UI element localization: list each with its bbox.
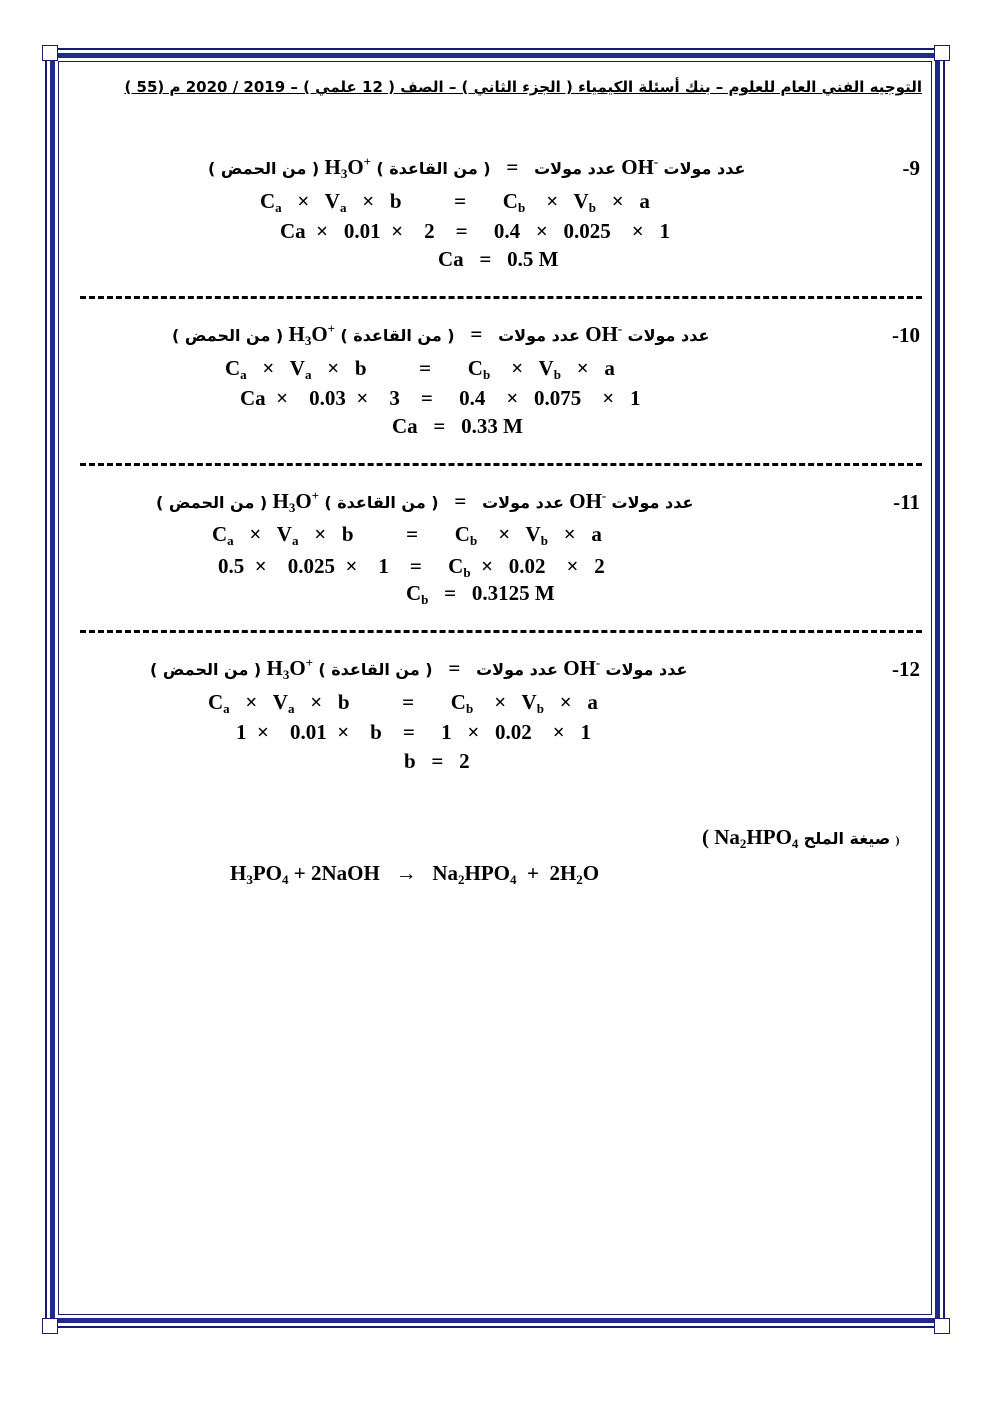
base-label: ( من القاعدة ) (340, 326, 455, 345)
mole-equality-line: ( من الحمض ) $H_3O^+$ عدد مولات = ( من القاعدة ) OH- عدد مولات (208, 154, 746, 181)
result-value: = 0.3125 M (428, 581, 555, 605)
problem-number: -9 (902, 156, 920, 180)
substitution-left: 0.5 × 0.025 × 1 = C (218, 554, 464, 578)
substitution-line: Ca × 0.03 × 3 = 0.4 × 0.075 × 1 (240, 386, 641, 410)
acid-label: ( من الحمض ) (156, 493, 268, 512)
result-symbol: C (406, 581, 422, 605)
general-formula-line: $C_a \times V_a \times b$ = $C_b$ × $V_b \times a$ (212, 522, 602, 548)
substitution-line: 1 × 0.01 × b = 1 × 0.02 × 1 (236, 720, 592, 744)
result-line: b = 2 (404, 749, 470, 773)
result-line: Ca = 0.33 M (392, 414, 523, 438)
moles-label: عدد مولات (611, 493, 694, 512)
open-paren: ( (702, 825, 709, 849)
border-corner (42, 45, 58, 61)
problem-number: -10 (892, 323, 920, 347)
equals-sign: = (454, 489, 467, 513)
mole-equality-line: ( من الحمض ) $H_3O^+$ عدد مولات = ( من القاعدة ) OH- عدد مولات (172, 321, 710, 348)
general-formula-line: $C_a \times V_a \times b$ = $C_b$ × $V_b \times a$ (260, 189, 650, 215)
section-divider (80, 463, 922, 466)
mole-equality-line: ( من الحمض ) $H_3O^+$ عدد مولات = ( من القاعدة ) OH- عدد مولات (156, 488, 694, 515)
acid-label: ( من الحمض ) (208, 159, 320, 178)
equals-sign: = (506, 155, 519, 179)
acid-label: ( من الحمض ) (150, 660, 262, 679)
substitution-right: × 0.02 × 2 (470, 554, 605, 578)
general-formula-line: $C_a \times V_a \times b$ = $C_b$ × $V_b \times a$ (225, 356, 615, 382)
salt-label: صيغة الملح (803, 829, 891, 848)
substitution-line: Ca × 0.01 × 2 = 0.4 × 0.025 × 1 (280, 219, 670, 243)
close-paren: ) (895, 833, 900, 847)
salt-formula-line: ( $Na_2HPO_4$ صيغة الملح ) (702, 825, 900, 851)
acid-label: ( من الحمض ) (172, 326, 284, 345)
section-divider (80, 296, 922, 299)
moles-label: عدد مولات (482, 493, 564, 512)
result-line: $C_b = 0.3125$ M (406, 581, 555, 607)
base-label: ( من القاعدة ) (318, 660, 433, 679)
border-corner (934, 45, 950, 61)
moles-label: عدد مولات (663, 159, 746, 178)
moles-label: عدد مولات (498, 326, 580, 345)
moles-label: عدد مولات (534, 159, 616, 178)
equals-sign: = (470, 322, 483, 346)
moles-label: عدد مولات (476, 660, 558, 679)
substitution-line: 0.5 × 0.025 × 1 = $C_b \times 0.02$ × 2 (218, 554, 605, 580)
border-corner (934, 1318, 950, 1334)
section-divider (80, 630, 922, 633)
page-header: التوجيه الفني العام للعلوم – بنك أسئلة الكيمياء ( الجزء الثاني ) – الصف ( 12 علمي ) – 2019 / 2020 م (55 ) (124, 78, 922, 96)
moles-label: عدد مولات (605, 660, 688, 679)
equals-sign: = (448, 656, 461, 680)
base-label: ( من القاعدة ) (376, 159, 491, 178)
base-label: ( من القاعدة ) (324, 493, 439, 512)
general-formula-line: $C_a \times V_a \times b$ = $C_b$ × $V_b \times a$ (208, 690, 598, 716)
moles-label: عدد مولات (627, 326, 710, 345)
reaction-equation: $H_3PO_4$ + 2NaOH → $Na_2HPO_4 + 2H_2O$ (230, 861, 600, 887)
problem-number: -12 (892, 657, 920, 681)
border-corner (42, 1318, 58, 1334)
mole-equality-line: ( من الحمض ) $H_3O^+$ عدد مولات = ( من القاعدة ) OH- عدد مولات (150, 655, 688, 682)
problem-number: -11 (893, 490, 920, 514)
result-line: Ca = 0.5 M (438, 247, 559, 271)
